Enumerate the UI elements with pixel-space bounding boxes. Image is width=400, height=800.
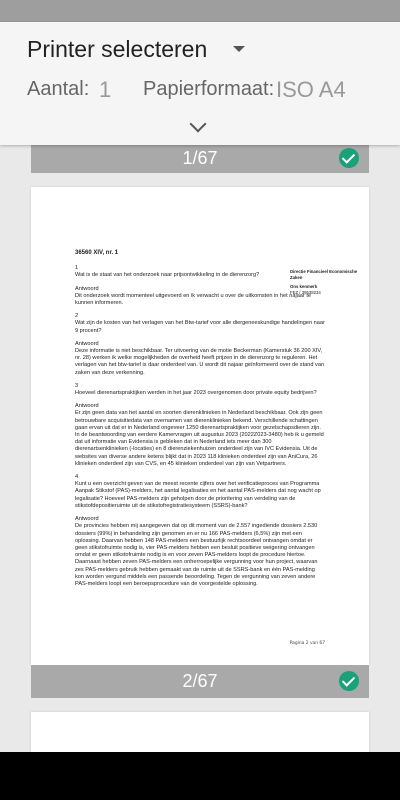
- answer-2: Antwoord Deze informatie is niet beschikbaar. Ter uitvoering van de motie Beckerman (Kamerstuk 36 200 XIV, nr. 28) werken ik welke mogelijkheden de overheid heeft prijzen in de dierenzorg te reguleren. Het verlagen van het btw-tarief is daar onderdeel van. U wordt dit najaar geïnformeerd over de stand van zaken van deze verkenning.: [75, 340, 325, 376]
- page-2-bar[interactable]: [31, 665, 369, 698]
- page-number: 1/67: [182, 147, 218, 168]
- side-ref-value: FEZ / 39538234: [290, 289, 321, 295]
- answer-4: Antwoord De provincies hebben mij aangegeven dat op dit moment van de 2.557 ingediende dossiers 2.530 dossiers (99%) in behandeling zijn genomen en er nu 166 PAS-melders (6,5%) zijn met een oplossing. Daarvan hebben 148 PAS-melders een bestuurlijk rechtsoordeel ontvangen omdat er geen stikstofruimte nodig is, vier PAS-melders hebben een besluit positieve weigering ontvangen omdat er geen stikstofruimte nodig is en voor zeven PAS-melders loopt de procedure hiertoe. Daarnaast hebben zeven PAS-melders een onherroepelijke vergunning voor hun project, waarvan zes PAS-melders gebruik hebben gemaakt van de ruimte uit de SSRS-bank en één PAS-melding kon worden vergund middels een passende beoordeling. Tegen de vergunning van zeven andere PAS-melders loopt een beroepsprocedure van de voorgestelde oplossing.: [75, 516, 318, 587]
- navigation-bar: [0, 752, 400, 800]
- question-4: 4 Kunt u een overzicht geven van de meest recente cijfers over het verificatieproces van Programma Aanpak Stikstof (PAS)-melders, het aantal legalisaties en het aantal PAS-melders dat nog wacht op legalisatie? Hoeveel PAS-melders zijn geholpen door de prioritering van verdeling van de stikstofdepositieruimte uit de stikstofregistratiesysteem (SSRS)-bank?: [75, 474, 321, 509]
- paper-size-value[interactable]: ISO A4: [276, 77, 346, 102]
- answer-3: Antwoord Er zijn geen data van het aantal en soorten dierenklinieken in Nederland beschikbaar. Ook zijn geen betrouwbare acquisitiedata van overnamen van dierenklinieken bekend. Verschillende schattingen gaan ervan uit dat er in Nederland ongeveer 1250 dierenartspraktijken voor gezelschapsdieren zijn. In de beantwoording van eerdere Kamervragen uit augustus 2023 (2022Z023-3480) heb ik u gemeld dat uit informatie van Evidensia is gebleken dat in Nederland iets meer dan 300 dierenartsenklinieken (-locaties) en 8 dierenziekenhuizen onderdeel zijn van IVC Evidensia. Uit de websites van diverse andere ketens blijkt dat in 2023 118 klinieken onderdeel zijn van AniCura, 26 klinieken onderdeel zijn van CVS, en 45 klinieken onderdeel van zijn van Vetpartners.: [75, 403, 324, 467]
- question-1: 1 Wat is de staat van het onderzoek naar prijsontwikkeling in de dierenzorg?: [75, 265, 260, 279]
- document-heading: 36560 XIV, nr. 1: [75, 250, 119, 256]
- question-2: 2 Wat zijn de kosten van het verlagen van het Btw-tarief voor alle diergeneeskundige handelingen naar 9 procent?: [75, 313, 325, 334]
- page-number: 2/67: [182, 671, 218, 691]
- question-3: 3 Hoeveel dierenartspraktijken werden in het jaar 2023 overgenomen door private equity bedrijven?: [75, 382, 317, 397]
- side-ref-label: Ons kenmerk: [290, 284, 318, 289]
- printer-select-title[interactable]: Printer selecteren: [27, 36, 208, 62]
- status-strip: [0, 0, 400, 22]
- page-footer: Pagina 2 van 67: [289, 641, 325, 646]
- expand-options-icon[interactable]: [190, 116, 207, 133]
- chevron-down-icon[interactable]: [233, 46, 245, 52]
- check-circle-icon[interactable]: [339, 148, 359, 168]
- answer-1: Antwoord Dit onderzoek wordt momenteel uitgevoerd en ik verwacht u over de uitkomsten in het najaar te kunnen informeren.: [75, 285, 311, 307]
- document-sidebar: [290, 269, 360, 295]
- copies-label: Aantal:: [27, 78, 90, 100]
- print-header: [0, 22, 400, 145]
- page-2-preview[interactable]: [31, 187, 369, 665]
- side-title: Directie Financieel Economische Zaken: [290, 269, 358, 280]
- check-circle-icon[interactable]: [339, 671, 359, 691]
- document-body: [75, 250, 325, 594]
- paper-size-label: Papierformaat:: [143, 78, 275, 100]
- page-1-bar[interactable]: [31, 143, 369, 173]
- copies-value[interactable]: 1: [99, 77, 112, 102]
